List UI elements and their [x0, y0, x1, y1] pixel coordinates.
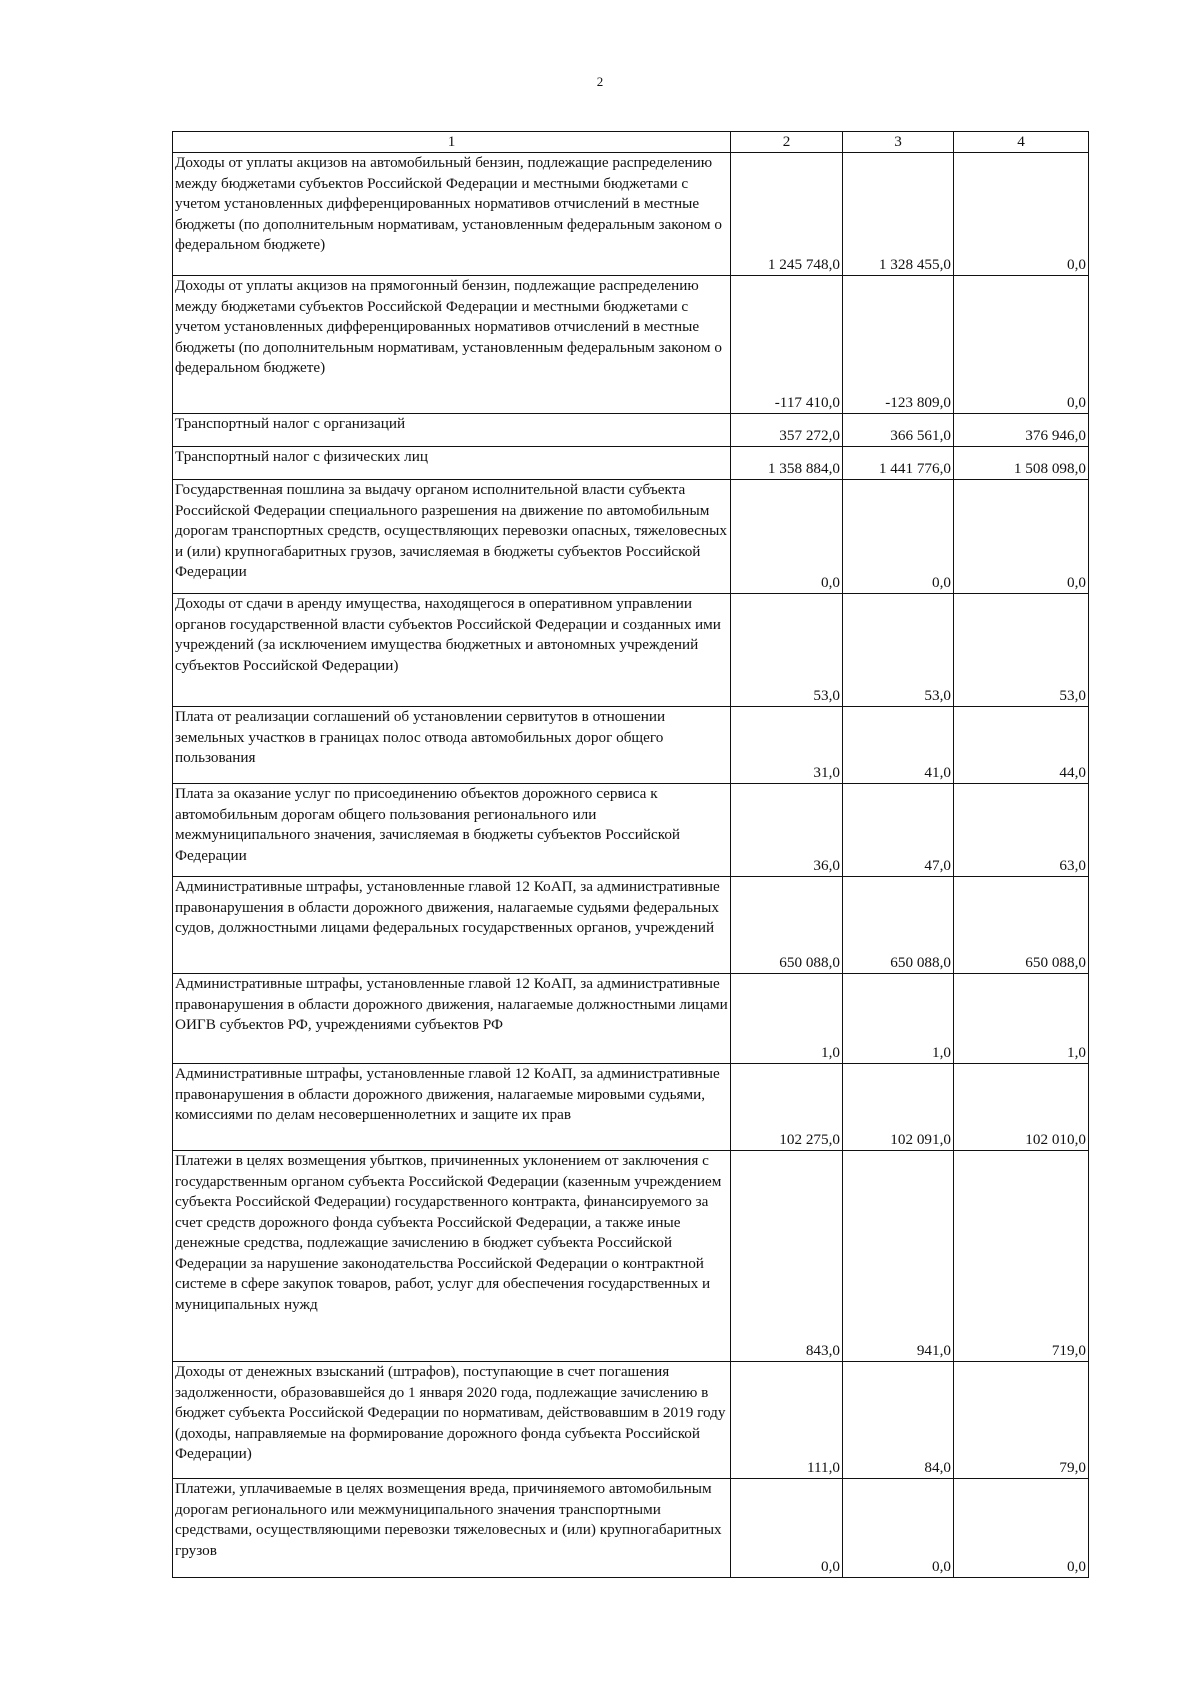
value-col-4: 79,0 — [954, 1362, 1089, 1479]
value-col-2: 650 088,0 — [731, 877, 843, 974]
value-col-2: 31,0 — [731, 707, 843, 784]
value-col-3: 941,0 — [843, 1151, 954, 1362]
value-col-2: 357 272,0 — [731, 414, 843, 447]
table-row — [173, 1151, 1089, 1362]
row-description: Административные штрафы, установленные главой 12 КоАП, за административные правонарушения в области дорожного движения, налагаемые мировыми судьями, комиссиями по делам несовершеннолетних и защите их прав — [173, 1064, 731, 1151]
value-col-3: -123 809,0 — [843, 276, 954, 414]
table-row — [173, 1479, 1089, 1578]
value-col-2: -117 410,0 — [731, 276, 843, 414]
table-row — [173, 414, 1089, 447]
row-description: Транспортный налог с физических лиц — [173, 447, 731, 480]
row-description: Транспортный налог с организаций — [173, 414, 731, 447]
value-col-2: 53,0 — [731, 594, 843, 707]
column-header: 4 — [954, 132, 1089, 153]
value-col-3: 366 561,0 — [843, 414, 954, 447]
value-col-4: 63,0 — [954, 784, 1089, 877]
table-row — [173, 276, 1089, 414]
value-col-3: 1 441 776,0 — [843, 447, 954, 480]
row-description: Доходы от уплаты акцизов на автомобильный бензин, подлежащие распределению между бюджетами субъектов Российской Федерации и местными бюджетами с учетом установленных дифференцированных нормативов отчислений в местные бюджеты (по дополнительным нормативам, установленным федеральным законом о федеральном бюджете) — [173, 153, 731, 276]
row-description: Доходы от уплаты акцизов на прямогонный бензин, подлежащие распределению между бюджетами субъектов Российской Федерации и местными бюджетами с учетом установленных дифференцированных нормативов отчислений в местные бюджеты (по дополнительным нормативам, установленным федеральным законом о федеральном бюджете) — [173, 276, 731, 414]
value-col-4: 1 508 098,0 — [954, 447, 1089, 480]
table-row — [173, 1362, 1089, 1479]
value-col-3: 1 328 455,0 — [843, 153, 954, 276]
row-description: Платежи, уплачиваемые в целях возмещения вреда, причиняемого автомобильным дорогам регионального или межмуниципального значения транспортными средствами, осуществляющими перевозки тяжеловесных и (или) крупногабаритных грузов — [173, 1479, 731, 1578]
row-description: Доходы от денежных взысканий (штрафов), поступающие в счет погашения задолженности, образовавшейся до 1 января 2020 года, подлежащие зачислению в бюджет субъекта Российской Федерации по нормативам, действовавшим в 2019 году (доходы, направляемые на формирование дорожного фонда субъекта Российской Федерации) — [173, 1362, 731, 1479]
table-row — [173, 974, 1089, 1064]
value-col-4: 1,0 — [954, 974, 1089, 1064]
row-description: Плата от реализации соглашений об установлении сервитутов в отношении земельных участков в границах полос отвода автомобильных дорог общего пользования — [173, 707, 731, 784]
value-col-2: 36,0 — [731, 784, 843, 877]
value-col-4: 44,0 — [954, 707, 1089, 784]
column-header: 2 — [731, 132, 843, 153]
table-row — [173, 447, 1089, 480]
value-col-2: 1,0 — [731, 974, 843, 1064]
value-col-4: 719,0 — [954, 1151, 1089, 1362]
row-description: Государственная пошлина за выдачу органом исполнительной власти субъекта Российской Федерации специального разрешения на движение по автомобильным дорогам транспортных средств, осуществляющих перевозки опасных, тяжеловесных и (или) крупногабаритных грузов, зачисляемая в бюджеты субъектов Российской Федерации — [173, 480, 731, 594]
value-col-2: 111,0 — [731, 1362, 843, 1479]
revenue-table — [172, 131, 1089, 1578]
value-col-4: 0,0 — [954, 153, 1089, 276]
column-header: 3 — [843, 132, 954, 153]
value-col-3: 41,0 — [843, 707, 954, 784]
value-col-3: 650 088,0 — [843, 877, 954, 974]
row-description: Административные штрафы, установленные главой 12 КоАП, за административные правонарушения в области дорожного движения, налагаемые судьями федеральных судов, должностными лицами федеральных государственных органов, учреждений — [173, 877, 731, 974]
value-col-2: 0,0 — [731, 1479, 843, 1578]
value-col-3: 0,0 — [843, 1479, 954, 1578]
value-col-3: 1,0 — [843, 974, 954, 1064]
value-col-2: 0,0 — [731, 480, 843, 594]
page-number: 2 — [596, 74, 604, 89]
value-col-4: 650 088,0 — [954, 877, 1089, 974]
value-col-2: 843,0 — [731, 1151, 843, 1362]
table-row — [173, 153, 1089, 276]
column-header: 1 — [173, 132, 731, 153]
value-col-3: 0,0 — [843, 480, 954, 594]
row-description: Административные штрафы, установленные главой 12 КоАП, за административные правонарушения в области дорожного движения, налагаемые должностными лицами ОИГВ субъектов РФ, учреждениями субъектов РФ — [173, 974, 731, 1064]
row-description: Платежи в целях возмещения убытков, причиненных уклонением от заключения с государственным органом субъекта Российской Федерации (казенным учреждением субъекта Российской Федерации) государственного контракта, финансируемого за счет средств дорожного фонда субъекта Российской Федерации, а также иные денежные средства, подлежащие зачислению в бюджет субъекта Российской Федерации за нарушение законодательства Российской Федерации о контрактной системе в сфере закупок товаров, работ, услуг для обеспечения государственных и муниципальных нужд — [173, 1151, 731, 1362]
value-col-4: 0,0 — [954, 276, 1089, 414]
value-col-4: 0,0 — [954, 480, 1089, 594]
value-col-4: 376 946,0 — [954, 414, 1089, 447]
value-col-4: 0,0 — [954, 1479, 1089, 1578]
table-row — [173, 784, 1089, 877]
value-col-3: 84,0 — [843, 1362, 954, 1479]
table-row — [173, 877, 1089, 974]
value-col-4: 53,0 — [954, 594, 1089, 707]
value-col-4: 102 010,0 — [954, 1064, 1089, 1151]
value-col-2: 1 245 748,0 — [731, 153, 843, 276]
table-row — [173, 1064, 1089, 1151]
row-description: Плата за оказание услуг по присоединению объектов дорожного сервиса к автомобильным дорогам общего пользования регионального или межмуниципального значения, зачисляемая в бюджеты субъектов Российской Федерации — [173, 784, 731, 877]
value-col-3: 47,0 — [843, 784, 954, 877]
table-row — [173, 707, 1089, 784]
table-row — [173, 480, 1089, 594]
value-col-3: 102 091,0 — [843, 1064, 954, 1151]
value-col-3: 53,0 — [843, 594, 954, 707]
row-description: Доходы от сдачи в аренду имущества, находящегося в оперативном управлении органов государственной власти субъектов Российской Федерации и созданных ими учреждений (за исключением имущества бюджетных и автономных учреждений субъектов Российской Федерации) — [173, 594, 731, 707]
table-header-row — [173, 132, 1089, 153]
value-col-2: 102 275,0 — [731, 1064, 843, 1151]
table-row — [173, 594, 1089, 707]
value-col-2: 1 358 884,0 — [731, 447, 843, 480]
